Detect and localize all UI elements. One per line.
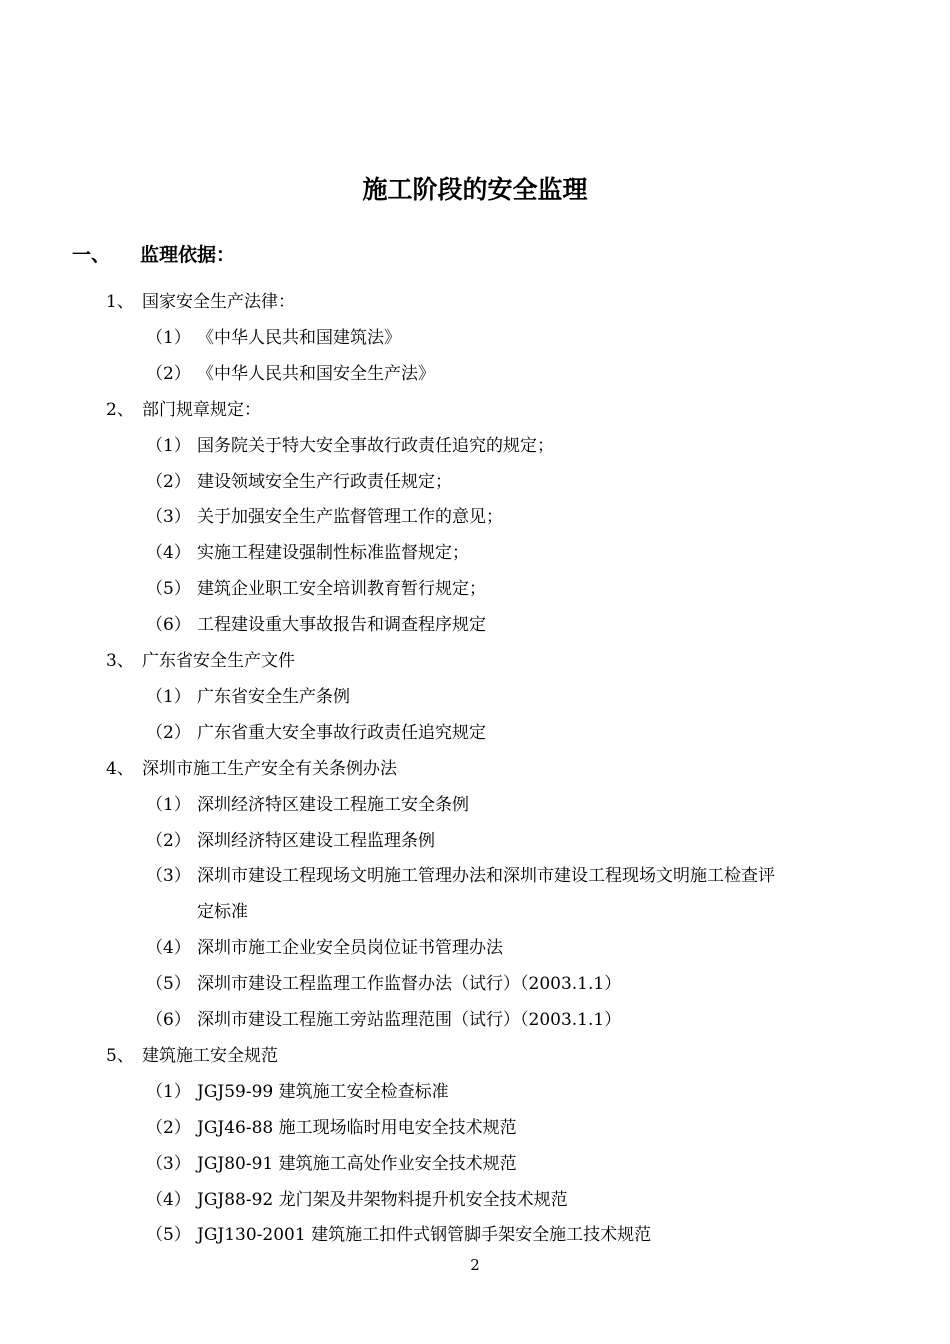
list-item-number: （5） [146,579,191,600]
list-group-heading-number: 2、 [106,399,134,420]
list-item-number: （4） [146,1189,191,1210]
list-item-number: （6） [146,615,191,636]
list-item [146,361,435,387]
list-group-heading [106,397,261,423]
list-group-heading [106,1043,278,1069]
page-number: 2 [470,1256,480,1274]
list-item-text: 深圳市建设工程现场文明施工管理办法和深圳市建设工程现场文明施工检查评 [197,866,775,887]
list-item-number: （2） [146,830,191,851]
list-item-number: （4） [146,543,191,564]
list-item-number: （3） [146,1153,191,1174]
list-group-heading-number: 3、 [106,651,134,671]
list-item [146,1115,517,1141]
list-item [146,792,469,818]
list-item [146,612,486,638]
list-item [146,504,503,530]
list-item-number: （2） [146,1117,191,1138]
list-item-number: （3） [146,866,191,887]
list-group-heading [106,756,397,782]
list-item [146,863,775,889]
list-item [146,576,486,602]
list-group-heading-text: 建筑施工安全规范 [142,1045,278,1066]
list-item-number: （1） [146,435,191,456]
list-item-text: 工程建设重大事故报告和调查程序规定 [197,615,486,636]
list-item-text: JGJ46-88 施工现场临时用电安全技术规范 [197,1117,517,1138]
list-group-heading-number: 1、 [106,292,134,312]
list-item-text: JGJ59-99 建筑施工安全检查标准 [197,1081,449,1102]
list-item-text: 《中华人民共和国建筑法》 [197,327,401,348]
list-item-text: 广东省安全生产条例 [197,686,350,707]
list-group-heading [106,648,295,674]
list-item-text: 深圳市建设工程施工旁站监理范围（试行）（2003.1.1） [197,1010,622,1030]
list-item-text: 深圳市施工企业安全员岗位证书管理办法 [197,938,503,959]
section-heading [72,240,235,270]
list-item-number: （5） [146,1225,191,1246]
list-item [146,1151,517,1177]
list-item-text: 《中华人民共和国安全生产法》 [197,363,435,384]
list-item-text: 国务院关于特大安全事故行政责任追究的规定； [197,435,554,456]
list-group-heading-text: 深圳市施工生产安全有关条例办法 [142,758,397,779]
section-number: 一、 [72,244,111,266]
list-item-text: 深圳市建设工程监理工作监督办法（试行）（2003.1.1） [197,974,622,995]
list-group-heading-number: 5、 [106,1045,134,1066]
list-item-text: 建设领域安全生产行政责任规定； [197,471,452,492]
list-item-continuation-text: 定标准 [197,902,248,923]
list-group-heading-text: 广东省安全生产文件 [142,651,295,671]
list-item-text: 深圳经济特区建设工程施工安全条例 [197,794,469,815]
list-item-number: （5） [146,974,191,995]
list-item-text: 广东省重大安全事故行政责任追究规定 [197,722,486,743]
list-item [146,325,401,351]
list-item [146,828,435,854]
list-item-number: （6） [146,1010,191,1030]
list-item-number: （2） [146,471,191,492]
list-item-number: （4） [146,938,191,959]
section-title: 监理依据： [140,244,236,266]
list-item-text: 建筑企业职工安全培训教育暂行规定； [197,579,486,600]
list-item [146,1187,568,1213]
list-item-text: JGJ80-91 建筑施工高处作业安全技术规范 [197,1153,517,1174]
list-item-number: （3） [146,507,191,528]
list-item [146,971,621,997]
document-title: 施工阶段的安全监理 [362,175,588,204]
list-group-heading-number: 4、 [106,758,134,779]
list-item-text: JGJ130-2001 建筑施工扣件式钢管脚手架安全施工技术规范 [197,1225,652,1246]
list-group-heading-text: 国家安全生产法律： [142,292,295,312]
list-item-text: JGJ88-92 龙门架及井架物料提升机安全技术规范 [197,1189,568,1210]
list-item [146,1079,449,1105]
list-item-text: 实施工程建设强制性标准监督规定； [197,543,469,564]
list-item [146,935,503,961]
list-item [146,433,554,459]
list-item [146,1007,621,1033]
list-item-number: （2） [146,363,191,384]
list-item-text: 关于加强安全生产监督管理工作的意见； [197,507,503,528]
list-item-number: （1） [146,794,191,815]
list-group-heading [106,289,295,315]
list-item [146,540,469,566]
list-item [146,720,486,746]
list-item [146,684,350,710]
list-item [146,469,452,495]
list-item-number: （1） [146,1081,191,1102]
list-item-number: （1） [146,686,191,707]
list-item-number: （2） [146,722,191,743]
list-item-continuation [197,899,248,925]
list-item-number: （1） [146,327,191,348]
list-item [146,1222,651,1248]
list-group-heading-text: 部门规章规定： [142,399,261,420]
list-item-text: 深圳经济特区建设工程监理条例 [197,830,435,851]
